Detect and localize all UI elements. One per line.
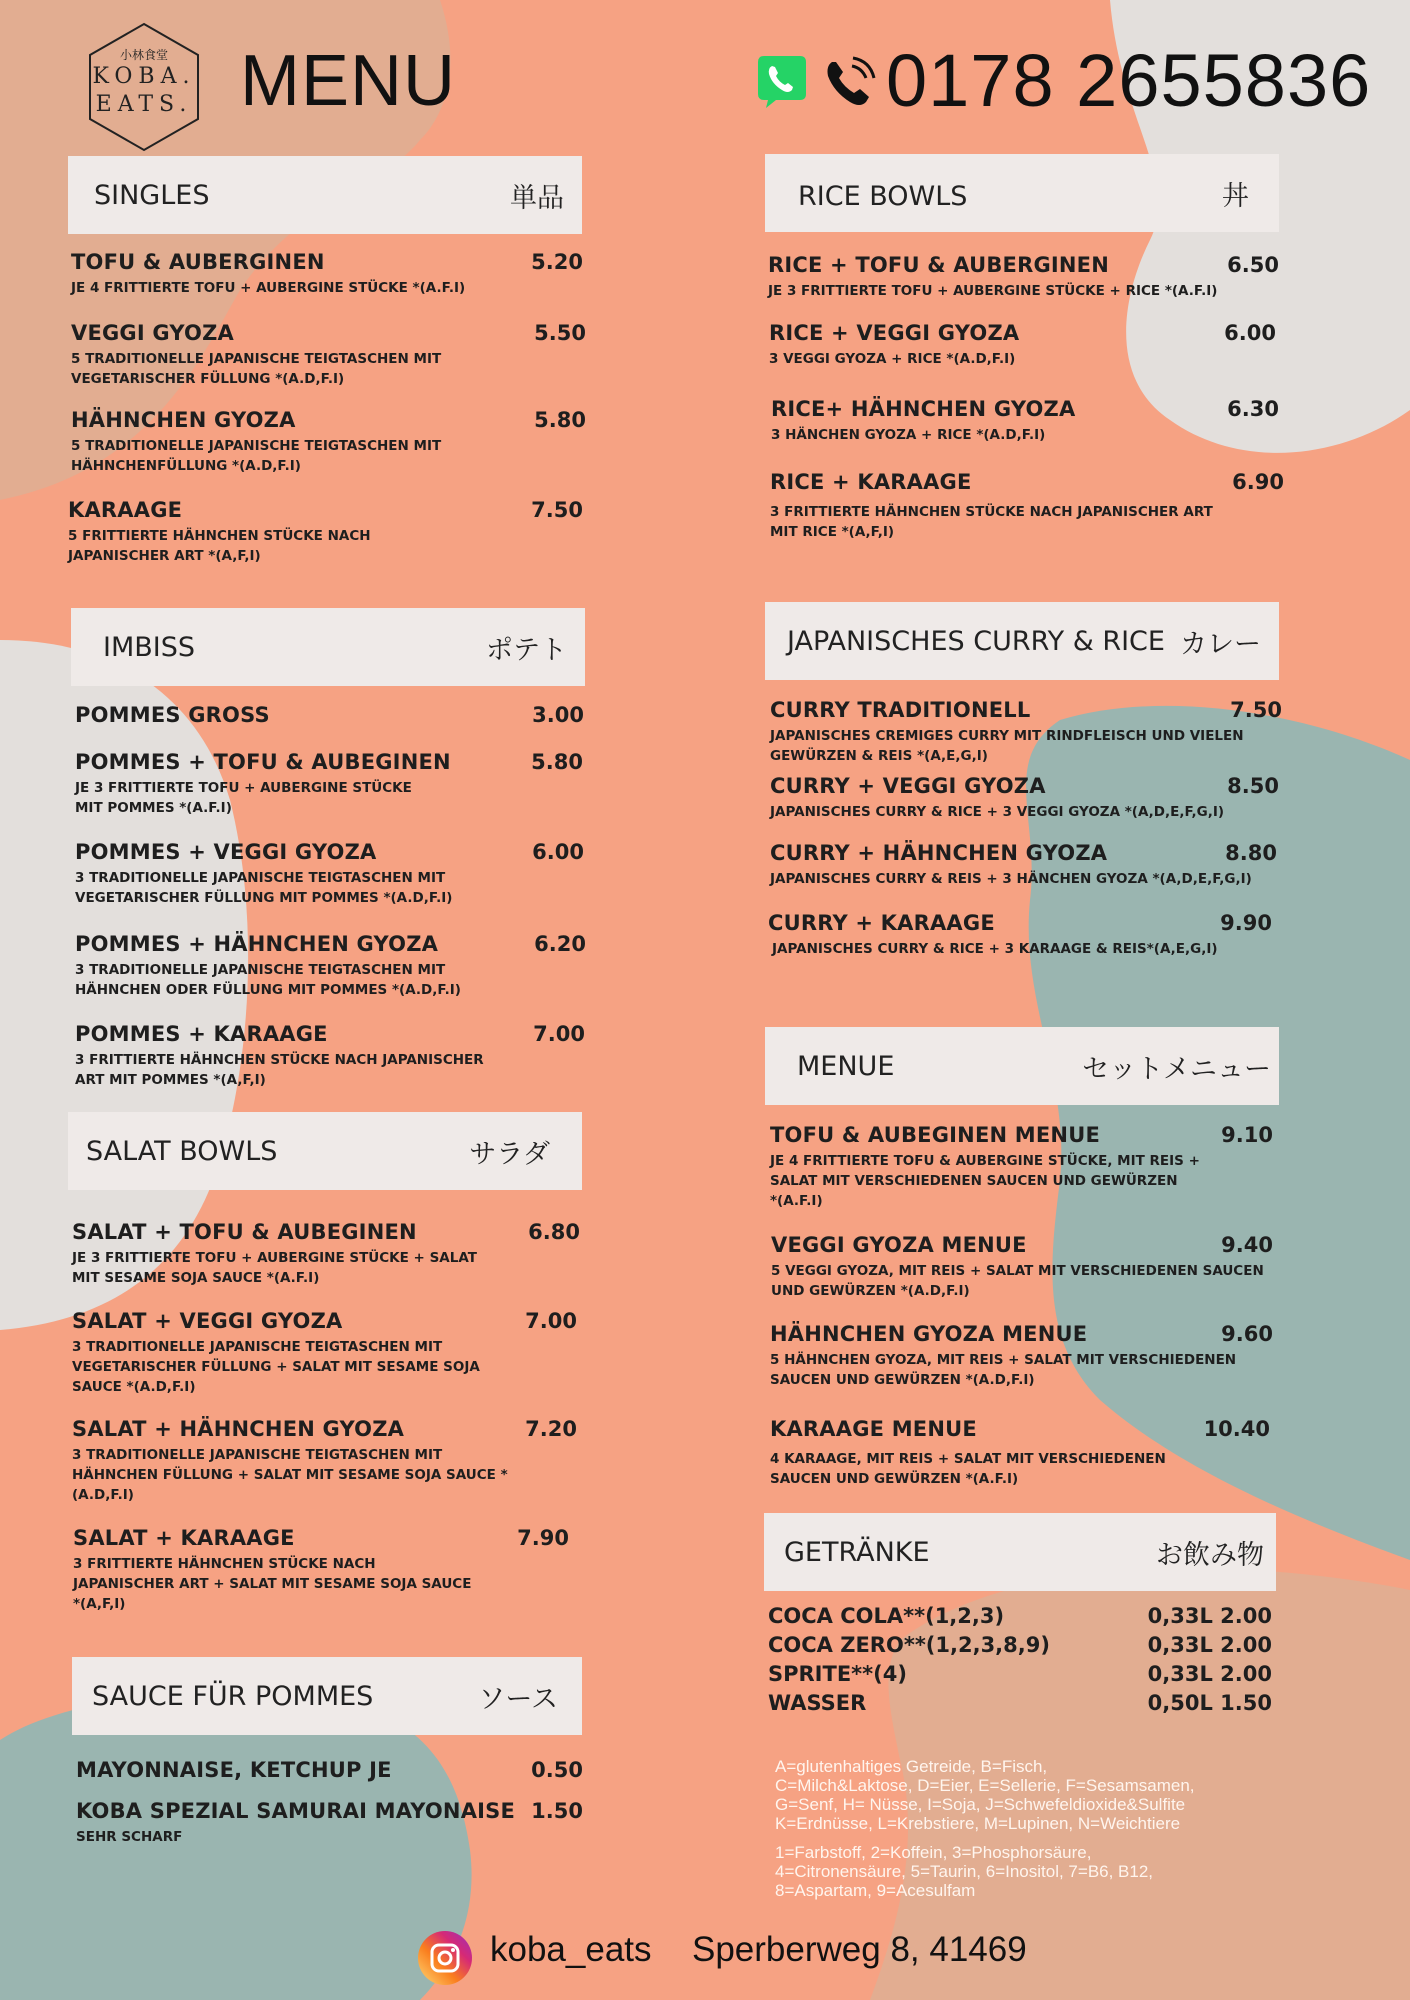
item-name: SALAT + KARAAGE [73, 1526, 295, 1550]
item-desc: 3 FRITTIERTE HÄHNCHEN STÜCKE NACH JAPANISCHER ART MIT POMMES *(A,F,I) [75, 1052, 484, 1088]
menu-item [72, 1417, 577, 1505]
item-desc: 5 FRITTIERTE HÄHNCHEN STÜCKE NACH JAPANISCHER ART *(A,F,I) [68, 528, 371, 564]
item-price: 6.80 [528, 1220, 580, 1244]
item-desc: 5 HÄHNCHEN GYOZA, MIT REIS + SALAT MIT VERSCHIEDENEN SAUCEN UND GEWÜRZEN *(A.D,F.I) [770, 1352, 1237, 1388]
section-header-imbiss [71, 608, 585, 686]
item-price: 5.80 [534, 408, 586, 432]
item-name: HÄHNCHEN GYOZA MENUE [770, 1322, 1088, 1346]
section-header-drinks [764, 1513, 1276, 1591]
menu-item [76, 1758, 583, 1782]
item-desc: JE 4 FRITTIERTE TOFU & AUBERGINE STÜCKE, MIT REIS + SALAT MIT VERSCHIEDENEN SAUCEN UND GEWÜRZEN *(A.F.I) [770, 1153, 1200, 1209]
section-header-rice [765, 154, 1279, 232]
item-desc: 3 TRADITIONELLE JAPANISCHE TEIGTASCHEN MIT VEGETARISCHER FÜLLUNG MIT POMMES *(A.D,F.I) [75, 870, 453, 906]
menu-item [75, 750, 583, 818]
item-price: 1.50 [531, 1799, 583, 1823]
instagram-handle[interactable]: koba_eats [490, 1930, 652, 1969]
drink-item [768, 1604, 1272, 1628]
whatsapp-icon[interactable] [754, 52, 810, 108]
item-desc: 3 HÄNCHEN GYOZA + RICE *(A.D,F.I) [771, 427, 1046, 443]
item-desc: JAPANISCHES CURRY & RICE + 3 KARAAGE & REIS*(A,E,G,I) [772, 941, 1218, 957]
item-name: TOFU & AUBEGINEN MENUE [770, 1123, 1100, 1147]
item-desc: 3 FRITTIERTE HÄHNCHEN STÜCKE NACH JAPANISCHER ART + SALAT MIT SESAME SOJA SAUCE *(A,F,I) [73, 1556, 472, 1612]
drink-price: 0,33L 2.00 [1147, 1604, 1272, 1628]
item-desc: 3 TRADITIONELLE JAPANISCHE TEIGTASCHEN MIT HÄHNCHEN ODER FÜLLUNG MIT POMMES *(A.D,F.I) [75, 962, 461, 998]
menu-item [73, 1526, 569, 1614]
item-price: 6.90 [1232, 470, 1284, 494]
drink-name: SPRITE**(4) [768, 1662, 907, 1686]
menu-item [770, 468, 1284, 542]
menu-title: MENU [240, 41, 456, 121]
item-name: POMMES + TOFU & AUBEGINEN [75, 750, 451, 774]
item-price: 9.60 [1221, 1322, 1273, 1346]
item-price: 5.80 [531, 750, 583, 774]
item-name: HÄHNCHEN GYOZA [71, 408, 296, 432]
section-title: IMBISS [103, 631, 196, 663]
logo-kanji: 小林食堂 [119, 48, 168, 62]
item-price: 6.20 [534, 932, 586, 956]
item-desc: JAPANISCHES CURRY & REIS + 3 HÄNCHEN GYOZA *(A,D,E,F,G,I) [770, 871, 1252, 887]
item-price: 5.20 [531, 250, 583, 274]
item-price: 9.40 [1221, 1233, 1273, 1257]
menu-item [770, 774, 1279, 822]
item-desc: JAPANISCHES CURRY & RICE + 3 VEGGI GYOZA *(A,D,E,F,G,I) [770, 804, 1225, 820]
item-desc: 3 FRITTIERTE HÄHNCHEN STÜCKE NACH JAPANISCHER ART MIT RICE *(A,F,I) [770, 504, 1213, 540]
item-price: 7.00 [525, 1309, 577, 1333]
section-title-jp: ポテト [486, 634, 567, 666]
drink-name: COCA COLA**(1,2,3) [768, 1604, 1005, 1628]
item-name: SALAT + VEGGI GYOZA [72, 1309, 343, 1333]
item-name: KOBA SPEZIAL SAMURAI MAYONAISE [76, 1799, 516, 1823]
menu-item [770, 841, 1277, 889]
item-name: POMMES + KARAAGE [75, 1022, 328, 1046]
item-name: CURRY + HÄHNCHEN GYOZA [770, 841, 1108, 865]
section-title-jp: 単品 [510, 182, 564, 214]
phone-number[interactable]: 0178 2655836 [886, 39, 1372, 122]
menu-item [769, 321, 1276, 369]
section-title: SAUCE FÜR POMMES [92, 1680, 374, 1712]
section-title-jp: セットメニュー [1082, 1053, 1271, 1085]
drink-price: 0,50L 1.50 [1147, 1691, 1272, 1715]
menu-item [770, 1322, 1273, 1390]
item-desc: JE 3 FRITTIERTE TOFU + AUBERGINE STÜCKE + RICE *(A.F.I) [768, 283, 1218, 299]
item-price: 7.00 [533, 1022, 585, 1046]
section-title: GETRÄNKE [784, 1536, 930, 1568]
section-header-menue [765, 1027, 1279, 1105]
item-name: VEGGI GYOZA [71, 321, 234, 345]
instagram-icon[interactable] [417, 1930, 473, 1986]
drink-item [768, 1662, 1272, 1686]
item-price: 9.90 [1220, 911, 1272, 935]
additive-legend: 1=Farbstoff, 2=Koffein, 3=Phosphorsäure, 4=Citronensäure, 5=Taurin, 6=Inositol, 7=B6, B12, 8=Aspartam, 9=Acesulfam [775, 1843, 1154, 1900]
menu-item [71, 250, 583, 298]
logo [84, 22, 204, 152]
item-name: KARAAGE MENUE [770, 1417, 977, 1441]
drink-item [768, 1691, 1272, 1715]
item-name: TOFU & AUBERGINEN [71, 250, 325, 274]
item-price: 9.10 [1221, 1123, 1273, 1147]
section-header-singles [68, 156, 582, 234]
item-name: MAYONNAISE, KETCHUP JE [76, 1758, 392, 1782]
item-desc: 4 KARAAGE, MIT REIS + SALAT MIT VERSCHIEDENEN SAUCEN UND GEWÜRZEN *(A.F.I) [770, 1451, 1166, 1487]
section-title: JAPANISCHES CURRY & RICE [787, 625, 1165, 657]
drink-name: WASSER [768, 1691, 867, 1715]
section-title-jp: カレー [1180, 628, 1261, 660]
item-desc: 5 TRADITIONELLE JAPANISCHE TEIGTASCHEN MIT VEGETARISCHER FÜLLUNG *(A.D,F.I) [71, 351, 442, 387]
menu-item [72, 1309, 577, 1397]
logo-text-koba: KOBA. [92, 64, 196, 89]
item-name: POMMES + HÄHNCHEN GYOZA [75, 932, 439, 956]
item-price: 0.50 [531, 1758, 583, 1782]
item-price: 6.30 [1227, 397, 1279, 421]
item-name: RICE+ HÄHNCHEN GYOZA [771, 397, 1076, 421]
menu-item [75, 932, 586, 1000]
section-title-jp: サラダ [469, 1138, 550, 1170]
item-desc: 5 VEGGI GYOZA, MIT REIS + SALAT MIT VERSCHIEDENEN SAUCEN UND GEWÜRZEN *(A.D,F.I) [771, 1263, 1264, 1299]
menu-item [770, 694, 1282, 766]
item-name: RICE + KARAAGE [770, 470, 972, 494]
menu-item [771, 391, 1279, 445]
item-name: VEGGI GYOZA MENUE [771, 1233, 1027, 1257]
section-header-salat [68, 1112, 582, 1190]
item-desc: JE 3 FRITTIERTE TOFU + AUBERGINE STÜCKE MIT POMMES *(A.F.I) [75, 780, 412, 816]
item-price: 10.40 [1203, 1417, 1270, 1441]
menu-item [771, 1233, 1273, 1301]
address: Sperberweg 8, 41469 [692, 1930, 1027, 1969]
item-name: POMMES + VEGGI GYOZA [75, 840, 377, 864]
item-name: RICE + VEGGI GYOZA [769, 321, 1020, 345]
item-price: 8.80 [1225, 841, 1277, 865]
drink-price: 0,33L 2.00 [1147, 1662, 1272, 1686]
item-price: 5.50 [534, 321, 586, 345]
drink-price: 0,33L 2.00 [1147, 1633, 1272, 1657]
item-desc: SEHR SCHARF [76, 1829, 183, 1845]
menu-item [770, 1413, 1270, 1489]
section-title: SALAT BOWLS [86, 1135, 278, 1167]
item-name: CURRY + VEGGI GYOZA [770, 774, 1046, 798]
item-price: 7.90 [517, 1526, 569, 1550]
item-desc: JAPANISCHES CREMIGES CURRY MIT RINDFLEISCH UND VIELEN GEWÜRZEN & REIS *(A,E,G,I) [770, 728, 1244, 764]
menu-item [76, 1799, 583, 1847]
section-title: MENUE [797, 1050, 895, 1082]
section-header-sauce [72, 1657, 582, 1735]
logo-text-eats: EATS. [95, 92, 193, 117]
item-price: 6.00 [532, 840, 584, 864]
menu-item [71, 321, 586, 389]
menu-item [68, 498, 583, 566]
item-desc: JE 4 FRITTIERTE TOFU + AUBERGINE STÜCKE *(A.F.I) [71, 280, 466, 296]
menu-item [71, 408, 586, 476]
phone-icon[interactable] [822, 54, 878, 110]
item-price: 8.50 [1227, 774, 1279, 798]
section-title-jp: ソース [478, 1683, 558, 1715]
item-name: POMMES GROSS [75, 703, 270, 727]
item-desc: 3 TRADITIONELLE JAPANISCHE TEIGTASCHEN MIT HÄHNCHEN FÜLLUNG + SALAT MIT SESAME SOJA SAUCE * (A.D,F.I) [72, 1447, 508, 1503]
item-price: 7.50 [531, 498, 583, 522]
section-title-jp: 丼 [1222, 180, 1249, 212]
item-name: RICE + TOFU & AUBERGINEN [768, 253, 1109, 277]
item-desc: JE 3 FRITTIERTE TOFU + AUBERGINE STÜCKE + SALAT MIT SESAME SOJA SAUCE *(A.F.I) [72, 1250, 477, 1286]
item-desc: 3 TRADITIONELLE JAPANISCHE TEIGTASCHEN MIT VEGETARISCHER FÜLLUNG + SALAT MIT SESAME SOJA SAUCE *(A.D,F.I) [72, 1339, 480, 1395]
menu-item [75, 840, 584, 908]
menu-item [768, 911, 1272, 959]
item-price: 6.00 [1224, 321, 1276, 345]
section-header-curry [765, 602, 1279, 680]
menu-item [75, 1022, 585, 1090]
item-price: 7.50 [1230, 698, 1282, 722]
menu-item [770, 1123, 1273, 1211]
section-title: RICE BOWLS [798, 180, 968, 212]
item-price: 7.20 [525, 1417, 577, 1441]
section-title-jp: お飲み物 [1156, 1539, 1264, 1571]
item-name: CURRY TRADITIONELL [770, 698, 1031, 722]
drink-item [768, 1633, 1272, 1657]
item-name: SALAT + TOFU & AUBEGINEN [72, 1220, 417, 1244]
item-name: SALAT + HÄHNCHEN GYOZA [72, 1417, 405, 1441]
section-title: SINGLES [94, 179, 210, 211]
item-price: 6.50 [1227, 253, 1279, 277]
menu-item [72, 1220, 580, 1288]
drink-name: COCA ZERO**(1,2,3,8,9) [768, 1633, 1050, 1657]
item-name: KARAAGE [68, 498, 183, 522]
allergen-legend: A=glutenhaltiges Getreide, B=Fisch, C=Milch&Laktose, D=Eier, E=Sellerie, F=Sesamsamen, G=Senf, H= Nüsse, I=Soja, J=Schwefeldioxide&Sulfite K=Erdnüsse, L=Krebstiere, M=Lupinen, N=Weichtiere [775, 1757, 1195, 1833]
menu-item [75, 703, 584, 727]
item-desc: 3 VEGGI GYOZA + RICE *(A.D,F.I) [769, 351, 1016, 367]
item-price: 3.00 [532, 703, 584, 727]
menu-item [768, 253, 1279, 301]
item-name: CURRY + KARAAGE [768, 911, 995, 935]
item-desc: 5 TRADITIONELLE JAPANISCHE TEIGTASCHEN MIT HÄHNCHENFÜLLUNG *(A.D,F.I) [71, 438, 442, 474]
